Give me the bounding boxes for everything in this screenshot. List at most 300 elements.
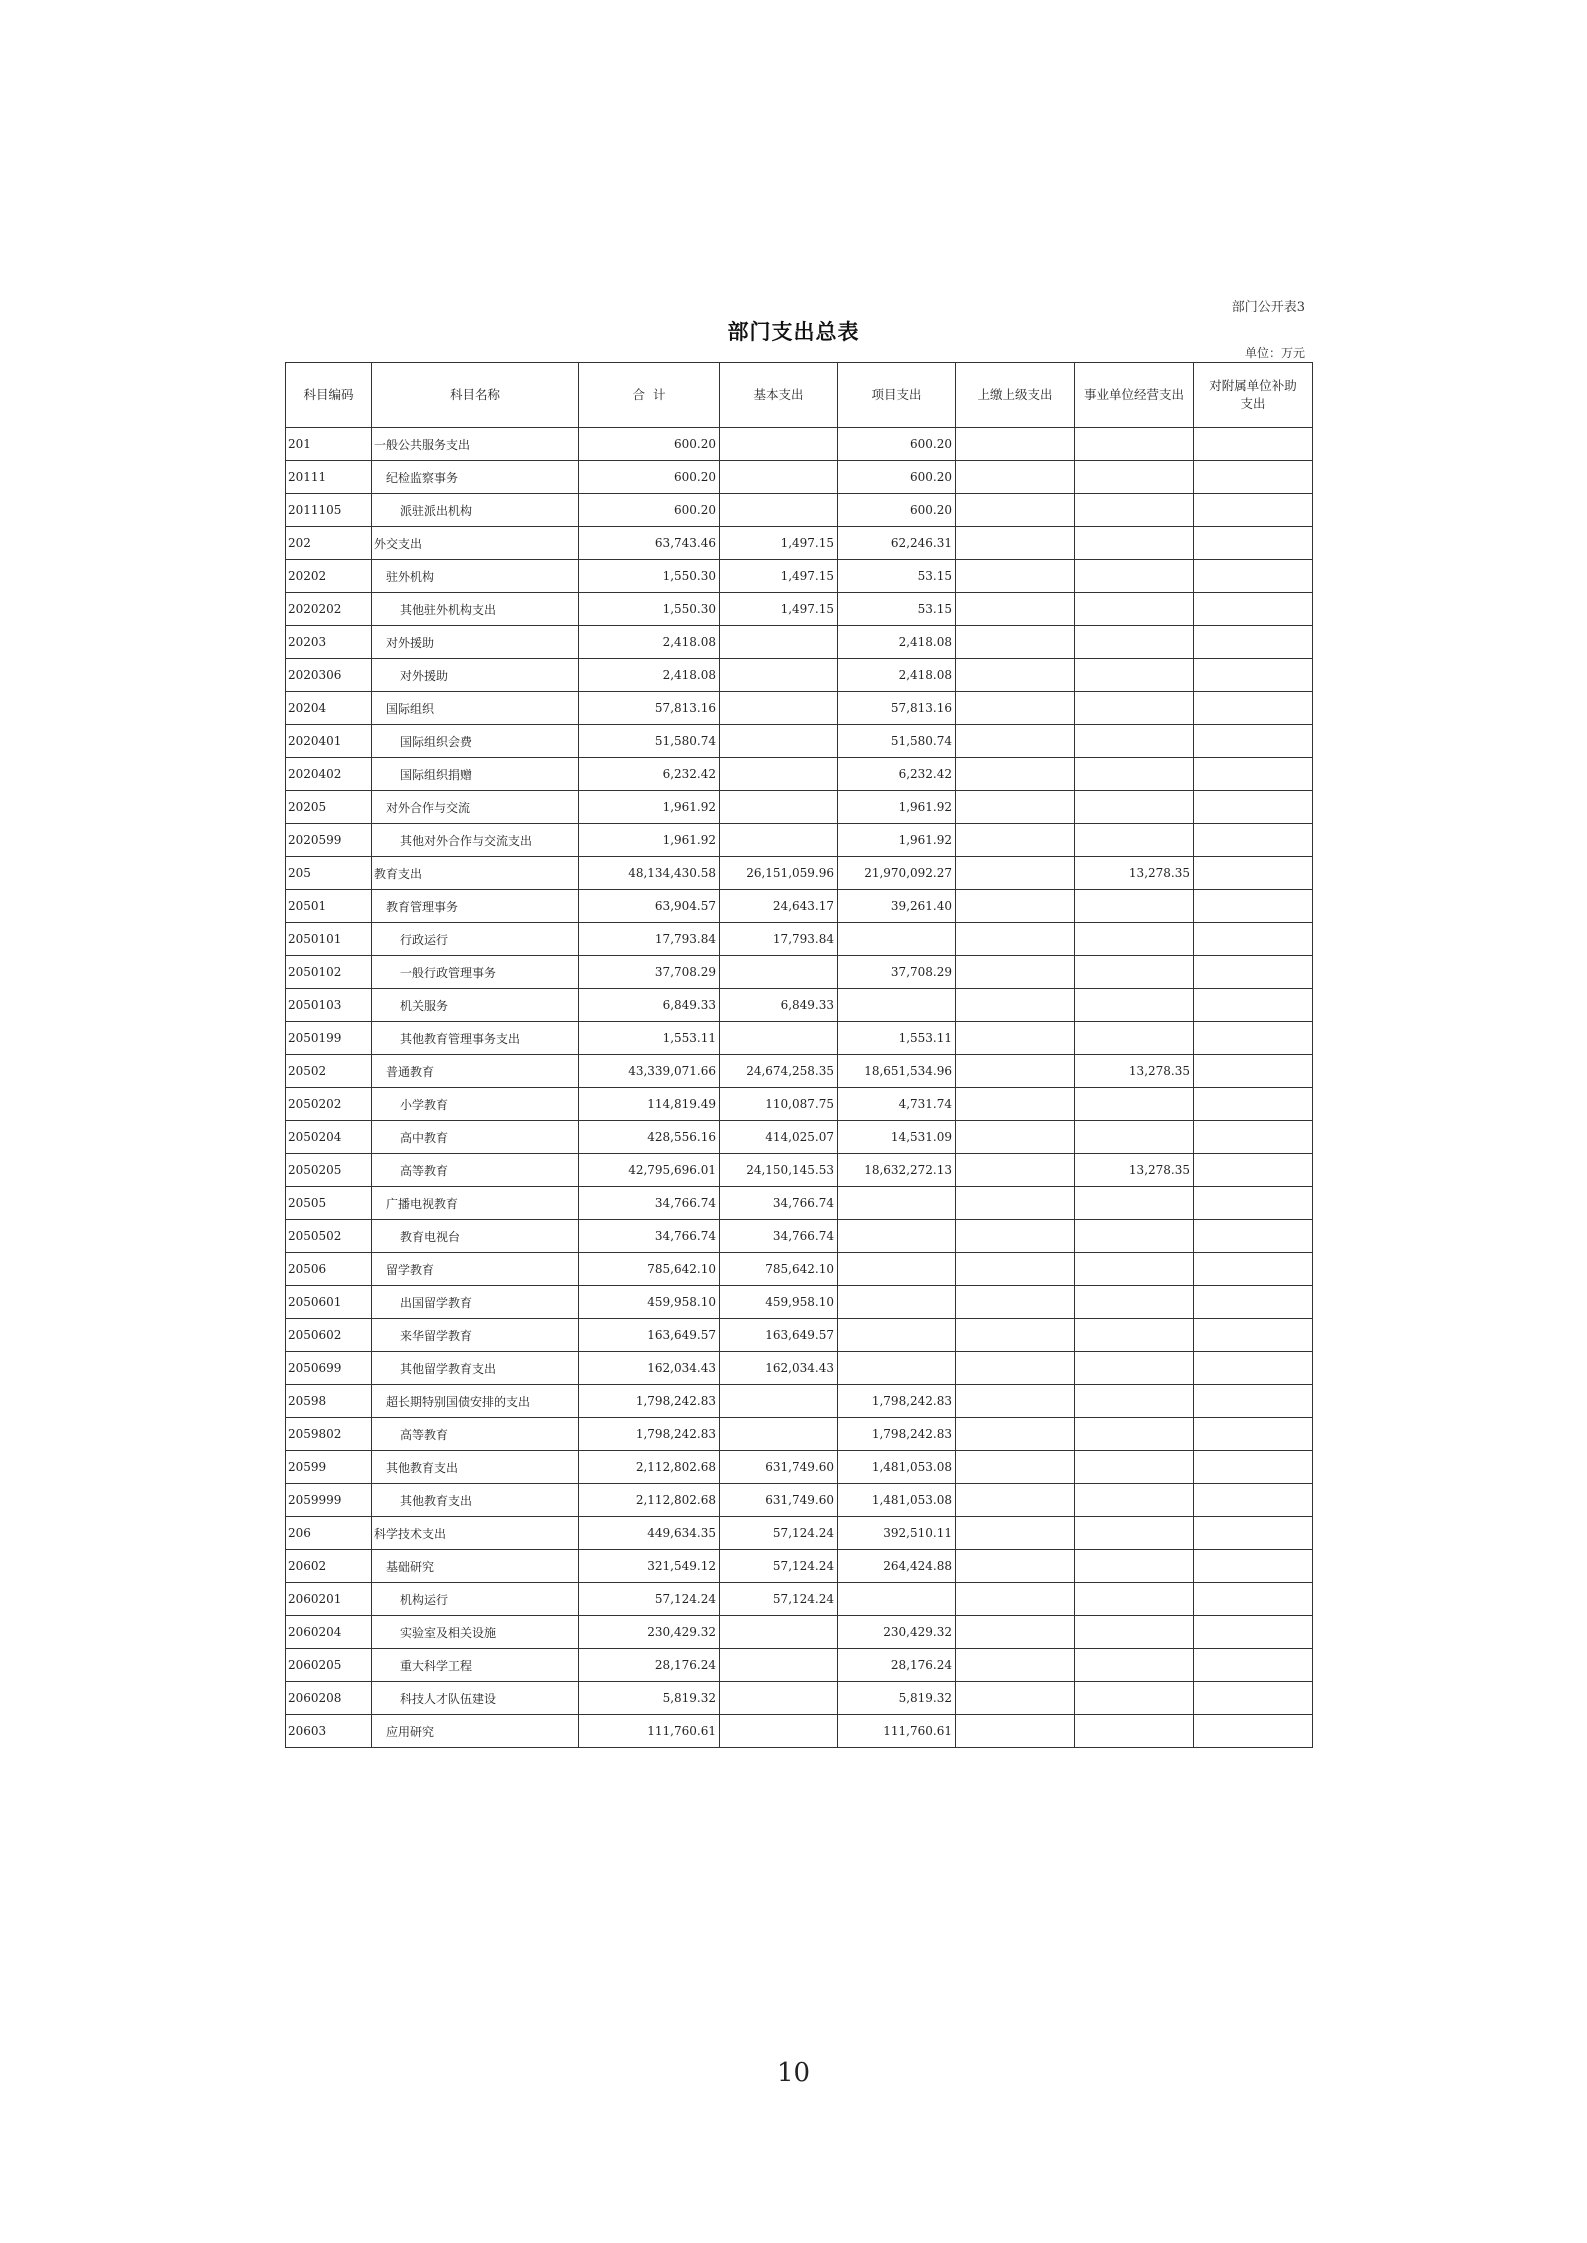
cell-name: 其他教育支出 — [372, 1451, 579, 1484]
cell-business — [1075, 593, 1194, 626]
cell-business — [1075, 560, 1194, 593]
column-header-business: 事业单位经营支出 — [1075, 363, 1194, 428]
cell-upper — [956, 428, 1075, 461]
cell-upper — [956, 857, 1075, 890]
cell-upper — [956, 1715, 1075, 1748]
cell-basic — [720, 428, 838, 461]
cell-code: 20205 — [286, 791, 372, 824]
cell-subsidy — [1194, 593, 1313, 626]
expenditure-table — [285, 362, 1313, 1748]
cell-project — [838, 1319, 956, 1352]
cell-subsidy — [1194, 461, 1313, 494]
cell-basic — [720, 1616, 838, 1649]
cell-business — [1075, 494, 1194, 527]
cell-basic: 162,034.43 — [720, 1352, 838, 1385]
cell-total: 2,112,802.68 — [579, 1451, 720, 1484]
cell-subsidy — [1194, 857, 1313, 890]
cell-project: 264,424.88 — [838, 1550, 956, 1583]
cell-name: 外交支出 — [372, 527, 579, 560]
table-row — [286, 923, 1313, 956]
cell-basic: 163,649.57 — [720, 1319, 838, 1352]
cell-upper — [956, 824, 1075, 857]
cell-name: 科技人才队伍建设 — [372, 1682, 579, 1715]
cell-basic: 1,497.15 — [720, 527, 838, 560]
cell-code: 2020202 — [286, 593, 372, 626]
cell-business — [1075, 428, 1194, 461]
cell-business — [1075, 1418, 1194, 1451]
cell-basic — [720, 824, 838, 857]
cell-project: 111,760.61 — [838, 1715, 956, 1748]
cell-name: 高等教育 — [372, 1154, 579, 1187]
cell-upper — [956, 1088, 1075, 1121]
cell-project: 1,798,242.83 — [838, 1385, 956, 1418]
cell-subsidy — [1194, 989, 1313, 1022]
table-row — [286, 1682, 1313, 1715]
cell-basic: 57,124.24 — [720, 1583, 838, 1616]
cell-total: 1,961.92 — [579, 824, 720, 857]
cell-project: 1,961.92 — [838, 824, 956, 857]
cell-business — [1075, 1286, 1194, 1319]
cell-business — [1075, 758, 1194, 791]
cell-basic: 631,749.60 — [720, 1451, 838, 1484]
cell-subsidy — [1194, 494, 1313, 527]
cell-basic: 1,497.15 — [720, 593, 838, 626]
cell-upper — [956, 1484, 1075, 1517]
cell-code: 2050602 — [286, 1319, 372, 1352]
cell-basic — [720, 461, 838, 494]
cell-subsidy — [1194, 1550, 1313, 1583]
cell-subsidy — [1194, 1715, 1313, 1748]
cell-upper — [956, 1253, 1075, 1286]
cell-code: 2050102 — [286, 956, 372, 989]
table-row — [286, 593, 1313, 626]
cell-subsidy — [1194, 923, 1313, 956]
cell-total: 459,958.10 — [579, 1286, 720, 1319]
cell-name: 国际组织 — [372, 692, 579, 725]
cell-code: 20505 — [286, 1187, 372, 1220]
table-row — [286, 527, 1313, 560]
cell-upper — [956, 1451, 1075, 1484]
cell-basic — [720, 1385, 838, 1418]
cell-total: 162,034.43 — [579, 1352, 720, 1385]
cell-basic: 459,958.10 — [720, 1286, 838, 1319]
cell-code: 20603 — [286, 1715, 372, 1748]
cell-name: 高中教育 — [372, 1121, 579, 1154]
cell-business — [1075, 1583, 1194, 1616]
cell-total: 230,429.32 — [579, 1616, 720, 1649]
cell-subsidy — [1194, 1319, 1313, 1352]
cell-upper — [956, 725, 1075, 758]
cell-upper — [956, 1154, 1075, 1187]
cell-name: 重大科学工程 — [372, 1649, 579, 1682]
cell-code: 2060201 — [286, 1583, 372, 1616]
cell-code: 2050601 — [286, 1286, 372, 1319]
cell-project: 39,261.40 — [838, 890, 956, 923]
cell-name: 科学技术支出 — [372, 1517, 579, 1550]
cell-basic: 6,849.33 — [720, 989, 838, 1022]
cell-project: 600.20 — [838, 428, 956, 461]
table-row — [286, 626, 1313, 659]
cell-business — [1075, 659, 1194, 692]
cell-project: 21,970,092.27 — [838, 857, 956, 890]
table-row — [286, 1385, 1313, 1418]
cell-business: 13,278.35 — [1075, 1055, 1194, 1088]
cell-business — [1075, 725, 1194, 758]
cell-upper — [956, 527, 1075, 560]
cell-total: 600.20 — [579, 461, 720, 494]
cell-total: 428,556.16 — [579, 1121, 720, 1154]
cell-project: 1,961.92 — [838, 791, 956, 824]
cell-basic: 24,674,258.35 — [720, 1055, 838, 1088]
cell-code: 20111 — [286, 461, 372, 494]
cell-basic: 17,793.84 — [720, 923, 838, 956]
table-row — [286, 1088, 1313, 1121]
table-row — [286, 725, 1313, 758]
table-row — [286, 1352, 1313, 1385]
cell-basic — [720, 626, 838, 659]
cell-name: 其他驻外机构支出 — [372, 593, 579, 626]
cell-upper — [956, 1187, 1075, 1220]
page-number: 10 — [776, 2058, 811, 2088]
cell-name: 普通教育 — [372, 1055, 579, 1088]
cell-code: 2060205 — [286, 1649, 372, 1682]
cell-total: 114,819.49 — [579, 1088, 720, 1121]
cell-subsidy — [1194, 1517, 1313, 1550]
table-row — [286, 1484, 1313, 1517]
table-row — [286, 956, 1313, 989]
cell-project — [838, 1286, 956, 1319]
cell-code: 2020599 — [286, 824, 372, 857]
cell-upper — [956, 791, 1075, 824]
table-row — [286, 1616, 1313, 1649]
table-row — [286, 1715, 1313, 1748]
cell-business — [1075, 1319, 1194, 1352]
cell-business — [1075, 923, 1194, 956]
cell-total: 5,819.32 — [579, 1682, 720, 1715]
cell-project: 62,246.31 — [838, 527, 956, 560]
cell-subsidy — [1194, 956, 1313, 989]
cell-project: 1,798,242.83 — [838, 1418, 956, 1451]
column-header-name: 科目名称 — [372, 363, 579, 428]
cell-upper — [956, 1583, 1075, 1616]
unit-label: 单位：万元 — [1244, 346, 1305, 360]
cell-subsidy — [1194, 725, 1313, 758]
cell-code: 20502 — [286, 1055, 372, 1088]
cell-upper — [956, 560, 1075, 593]
cell-basic: 57,124.24 — [720, 1550, 838, 1583]
page-title: 部门支出总表 — [727, 320, 860, 344]
cell-business: 13,278.35 — [1075, 857, 1194, 890]
cell-project — [838, 1220, 956, 1253]
cell-basic — [720, 725, 838, 758]
cell-code: 202 — [286, 527, 372, 560]
cell-subsidy — [1194, 1121, 1313, 1154]
cell-basic — [720, 1715, 838, 1748]
table-row — [286, 1154, 1313, 1187]
cell-upper — [956, 1055, 1075, 1088]
cell-basic: 631,749.60 — [720, 1484, 838, 1517]
cell-project: 600.20 — [838, 494, 956, 527]
cell-name: 超长期特别国债安排的支出 — [372, 1385, 579, 1418]
cell-name: 广播电视教育 — [372, 1187, 579, 1220]
cell-upper — [956, 1550, 1075, 1583]
cell-project: 53.15 — [838, 593, 956, 626]
table-row — [286, 1583, 1313, 1616]
cell-upper — [956, 1022, 1075, 1055]
cell-subsidy — [1194, 692, 1313, 725]
cell-basic — [720, 494, 838, 527]
table-row — [286, 1418, 1313, 1451]
cell-code: 2050204 — [286, 1121, 372, 1154]
cell-total: 1,798,242.83 — [579, 1385, 720, 1418]
cell-code: 20203 — [286, 626, 372, 659]
cell-business — [1075, 1715, 1194, 1748]
cell-project: 2,418.08 — [838, 626, 956, 659]
cell-total: 51,580.74 — [579, 725, 720, 758]
cell-code: 2050502 — [286, 1220, 372, 1253]
cell-business — [1075, 1616, 1194, 1649]
table-row — [286, 1253, 1313, 1286]
cell-name: 对外援助 — [372, 659, 579, 692]
cell-name: 派驻派出机构 — [372, 494, 579, 527]
cell-name: 来华留学教育 — [372, 1319, 579, 1352]
cell-basic: 24,643.17 — [720, 890, 838, 923]
cell-basic: 24,150,145.53 — [720, 1154, 838, 1187]
cell-code: 2060208 — [286, 1682, 372, 1715]
cell-code: 2020306 — [286, 659, 372, 692]
cell-business — [1075, 1550, 1194, 1583]
cell-project: 1,481,053.08 — [838, 1484, 956, 1517]
cell-total: 57,124.24 — [579, 1583, 720, 1616]
cell-upper — [956, 1385, 1075, 1418]
table-row — [286, 1187, 1313, 1220]
cell-code: 2020401 — [286, 725, 372, 758]
cell-upper — [956, 1649, 1075, 1682]
cell-project: 18,632,272.13 — [838, 1154, 956, 1187]
cell-project: 392,510.11 — [838, 1517, 956, 1550]
cell-total: 6,232.42 — [579, 758, 720, 791]
cell-name: 行政运行 — [372, 923, 579, 956]
cell-total: 6,849.33 — [579, 989, 720, 1022]
cell-project: 1,553.11 — [838, 1022, 956, 1055]
cell-name: 其他留学教育支出 — [372, 1352, 579, 1385]
cell-business — [1075, 1649, 1194, 1682]
cell-total: 34,766.74 — [579, 1187, 720, 1220]
cell-project: 28,176.24 — [838, 1649, 956, 1682]
cell-project: 57,813.16 — [838, 692, 956, 725]
cell-business: 13,278.35 — [1075, 1154, 1194, 1187]
table-row — [286, 791, 1313, 824]
cell-subsidy — [1194, 659, 1313, 692]
cell-subsidy — [1194, 1616, 1313, 1649]
cell-upper — [956, 1121, 1075, 1154]
table-row — [286, 1550, 1313, 1583]
cell-upper — [956, 626, 1075, 659]
cell-subsidy — [1194, 1253, 1313, 1286]
cell-basic — [720, 692, 838, 725]
cell-code: 2059999 — [286, 1484, 372, 1517]
cell-subsidy — [1194, 1451, 1313, 1484]
table-header-row — [286, 363, 1313, 428]
cell-project — [838, 1253, 956, 1286]
cell-name: 机关服务 — [372, 989, 579, 1022]
cell-total: 37,708.29 — [579, 956, 720, 989]
cell-name: 基础研究 — [372, 1550, 579, 1583]
cell-business — [1075, 791, 1194, 824]
cell-subsidy — [1194, 560, 1313, 593]
cell-subsidy — [1194, 527, 1313, 560]
cell-project: 6,232.42 — [838, 758, 956, 791]
cell-project — [838, 1352, 956, 1385]
cell-basic — [720, 1649, 838, 1682]
cell-upper — [956, 1682, 1075, 1715]
cell-project: 230,429.32 — [838, 1616, 956, 1649]
cell-business — [1075, 692, 1194, 725]
cell-code: 20598 — [286, 1385, 372, 1418]
cell-subsidy — [1194, 626, 1313, 659]
cell-subsidy — [1194, 758, 1313, 791]
table-row — [286, 824, 1313, 857]
cell-total: 449,634.35 — [579, 1517, 720, 1550]
column-header-basic: 基本支出 — [720, 363, 838, 428]
cell-subsidy — [1194, 824, 1313, 857]
cell-upper — [956, 659, 1075, 692]
cell-name: 实验室及相关设施 — [372, 1616, 579, 1649]
cell-total: 43,339,071.66 — [579, 1055, 720, 1088]
cell-code: 206 — [286, 1517, 372, 1550]
cell-name: 其他对外合作与交流支出 — [372, 824, 579, 857]
cell-name: 对外援助 — [372, 626, 579, 659]
cell-upper — [956, 1616, 1075, 1649]
table-row — [286, 1517, 1313, 1550]
cell-name: 出国留学教育 — [372, 1286, 579, 1319]
cell-upper — [956, 1286, 1075, 1319]
cell-basic: 34,766.74 — [720, 1187, 838, 1220]
cell-basic: 414,025.07 — [720, 1121, 838, 1154]
cell-subsidy — [1194, 1022, 1313, 1055]
cell-code: 20599 — [286, 1451, 372, 1484]
cell-project: 18,651,534.96 — [838, 1055, 956, 1088]
table-row — [286, 1649, 1313, 1682]
cell-upper — [956, 1319, 1075, 1352]
table-row — [286, 1451, 1313, 1484]
table-row — [286, 428, 1313, 461]
cell-name: 应用研究 — [372, 1715, 579, 1748]
cell-name: 机构运行 — [372, 1583, 579, 1616]
cell-total: 1,961.92 — [579, 791, 720, 824]
cell-code: 2059802 — [286, 1418, 372, 1451]
table-row — [286, 1319, 1313, 1352]
cell-subsidy — [1194, 1385, 1313, 1418]
cell-basic: 57,124.24 — [720, 1517, 838, 1550]
cell-subsidy — [1194, 1682, 1313, 1715]
table-row — [286, 1220, 1313, 1253]
cell-business — [1075, 1352, 1194, 1385]
cell-total: 28,176.24 — [579, 1649, 720, 1682]
cell-total: 1,798,242.83 — [579, 1418, 720, 1451]
cell-project: 53.15 — [838, 560, 956, 593]
cell-code: 2050699 — [286, 1352, 372, 1385]
cell-upper — [956, 593, 1075, 626]
cell-subsidy — [1194, 1484, 1313, 1517]
table-row — [286, 1121, 1313, 1154]
cell-business — [1075, 824, 1194, 857]
form-number: 部门公开表3 — [1231, 300, 1305, 315]
cell-code: 20506 — [286, 1253, 372, 1286]
cell-project: 37,708.29 — [838, 956, 956, 989]
cell-upper — [956, 461, 1075, 494]
cell-total: 42,795,696.01 — [579, 1154, 720, 1187]
cell-business — [1075, 1121, 1194, 1154]
column-header-project: 项目支出 — [838, 363, 956, 428]
cell-name: 纪检监察事务 — [372, 461, 579, 494]
cell-total: 17,793.84 — [579, 923, 720, 956]
cell-code: 20204 — [286, 692, 372, 725]
cell-project: 5,819.32 — [838, 1682, 956, 1715]
cell-business — [1075, 527, 1194, 560]
cell-basic: 34,766.74 — [720, 1220, 838, 1253]
cell-business — [1075, 1253, 1194, 1286]
cell-total: 2,418.08 — [579, 659, 720, 692]
table-body — [286, 428, 1313, 1748]
cell-total: 600.20 — [579, 494, 720, 527]
cell-name: 教育支出 — [372, 857, 579, 890]
cell-total: 1,550.30 — [579, 593, 720, 626]
column-header-upper: 上缴上级支出 — [956, 363, 1075, 428]
cell-basic — [720, 956, 838, 989]
cell-upper — [956, 1418, 1075, 1451]
cell-project: 14,531.09 — [838, 1121, 956, 1154]
cell-business — [1075, 1682, 1194, 1715]
cell-subsidy — [1194, 1088, 1313, 1121]
cell-business — [1075, 1022, 1194, 1055]
cell-name: 国际组织会费 — [372, 725, 579, 758]
column-header-code: 科目编码 — [286, 363, 372, 428]
cell-code: 2050199 — [286, 1022, 372, 1055]
cell-project: 51,580.74 — [838, 725, 956, 758]
cell-business — [1075, 1220, 1194, 1253]
table-row — [286, 560, 1313, 593]
table-row — [286, 1286, 1313, 1319]
cell-subsidy — [1194, 890, 1313, 923]
cell-code: 2050202 — [286, 1088, 372, 1121]
cell-subsidy — [1194, 1154, 1313, 1187]
cell-code: 2020402 — [286, 758, 372, 791]
column-header-total: 合 计 — [579, 363, 720, 428]
cell-upper — [956, 692, 1075, 725]
cell-code: 2050101 — [286, 923, 372, 956]
cell-name: 国际组织捐赠 — [372, 758, 579, 791]
column-header-subsidy: 对附属单位补助支出 — [1194, 363, 1313, 428]
cell-subsidy — [1194, 791, 1313, 824]
cell-total: 785,642.10 — [579, 1253, 720, 1286]
cell-code: 2050205 — [286, 1154, 372, 1187]
cell-code: 20501 — [286, 890, 372, 923]
cell-basic — [720, 1682, 838, 1715]
cell-project: 600.20 — [838, 461, 956, 494]
cell-name: 教育电视台 — [372, 1220, 579, 1253]
cell-total: 600.20 — [579, 428, 720, 461]
cell-subsidy — [1194, 1220, 1313, 1253]
table-row — [286, 494, 1313, 527]
cell-total: 2,418.08 — [579, 626, 720, 659]
cell-name: 对外合作与交流 — [372, 791, 579, 824]
cell-basic: 785,642.10 — [720, 1253, 838, 1286]
cell-basic — [720, 791, 838, 824]
cell-project: 2,418.08 — [838, 659, 956, 692]
cell-subsidy — [1194, 1352, 1313, 1385]
cell-subsidy — [1194, 1649, 1313, 1682]
